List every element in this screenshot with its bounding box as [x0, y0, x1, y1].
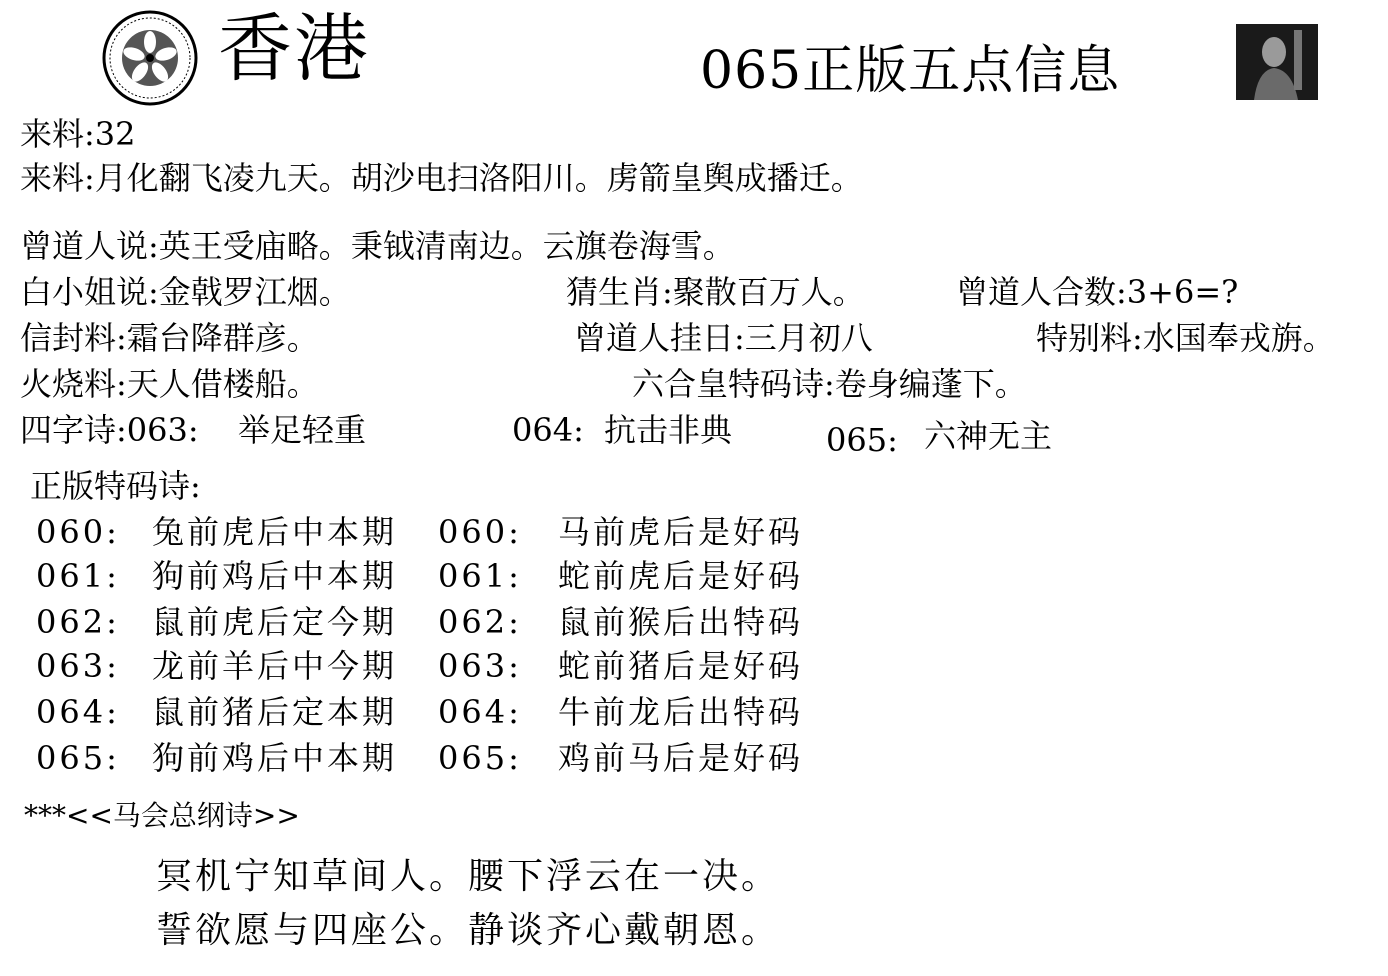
table-row [36, 692, 397, 732]
period-number: 061: [438, 557, 522, 595]
table-row [438, 556, 803, 596]
table-row [438, 512, 803, 552]
period-number: 060: [36, 513, 120, 551]
period-number: 062: [36, 603, 120, 641]
period-number: 065: [36, 739, 120, 777]
period-number: 065: [438, 739, 522, 777]
zeng-daoren-sum: 曾道人合数:3+6=? [956, 273, 1239, 311]
four-char-poem-064: 抗击非典 [604, 411, 733, 449]
four-char-poem-064-label: 064: [512, 411, 584, 449]
source-line-1: 来料:32 [20, 115, 136, 153]
poem-text: 鼠前虎后定今期 [152, 603, 398, 641]
table-row [36, 646, 397, 686]
portrait-photo [1236, 24, 1318, 100]
source-line-2: 来料:月化翻飞凌九天。胡沙电扫洛阳川。虏箭皇舆成播迁。 [20, 159, 863, 197]
liuhe-special-poem: 六合皇特码诗:卷身编蓬下。 [632, 365, 1027, 403]
special-material: 特别料:水国奉戎旃。 [1036, 319, 1335, 357]
guess-zodiac: 猜生肖:聚散百万人。 [566, 273, 865, 311]
period-number: 064: [438, 693, 522, 731]
table-row [438, 738, 803, 778]
table-row [36, 602, 397, 642]
poem-text: 龙前羊后中今期 [152, 647, 398, 685]
poem-text: 牛前龙后出特码 [558, 693, 804, 731]
envelope-material: 信封料:霜台降群彦。 [20, 319, 319, 357]
poem-text: 蛇前虎后是好码 [558, 557, 804, 595]
four-char-poem-065-label: 065: [826, 421, 898, 459]
poem-text: 蛇前猪后是好码 [558, 647, 804, 685]
period-number: 064: [36, 693, 120, 731]
table-row [36, 512, 397, 552]
table-row [438, 602, 803, 642]
hong-kong-emblem-logo [100, 8, 200, 108]
poem-text: 鸡前马后是好码 [558, 739, 804, 777]
page-title-right: 065正版五点信息 [700, 41, 1121, 101]
page-title-left: 香港 [218, 6, 370, 92]
special-poem-heading: 正版特码诗: [30, 467, 201, 505]
poem-text: 马前虎后是好码 [558, 513, 804, 551]
four-char-poem-065: 六神无主 [924, 417, 1053, 455]
poem-text: 狗前鸡后中本期 [152, 557, 398, 595]
zeng-daoren-calendar: 曾道人挂日:三月初八 [574, 319, 873, 357]
period-number: 063: [36, 647, 120, 685]
poem-text: 鼠前猪后定本期 [152, 693, 398, 731]
four-char-poem-063-label: 四字诗:063: [20, 411, 199, 449]
period-number: 060: [438, 513, 522, 551]
bai-xiaojie-says: 白小姐说:金戟罗江烟。 [20, 273, 351, 311]
zeng-daoren-says: 曾道人说:英王受庙略。秉钺清南边。云旗卷海雪。 [20, 227, 735, 265]
general-poem-line-1: 冥机宁知草间人。腰下浮云在一决。 [156, 856, 781, 897]
poem-text: 狗前鸡后中本期 [152, 739, 398, 777]
general-poem-heading: ***<<马会总纲诗>> [24, 799, 300, 832]
period-number: 062: [438, 603, 522, 641]
general-poem-line-2: 誓欲愿与四座公。静谈齐心戴朝恩。 [156, 910, 781, 951]
fire-material: 火烧料:天人借楼船。 [20, 365, 319, 403]
poem-text: 鼠前猴后出特码 [558, 603, 804, 641]
table-row [36, 738, 397, 778]
table-row [438, 646, 803, 686]
period-number: 063: [438, 647, 522, 685]
period-number: 061: [36, 557, 120, 595]
table-row [36, 556, 397, 596]
four-char-poem-063: 举足轻重 [238, 411, 367, 449]
table-row [438, 692, 803, 732]
poem-text: 兔前虎后中本期 [152, 513, 398, 551]
